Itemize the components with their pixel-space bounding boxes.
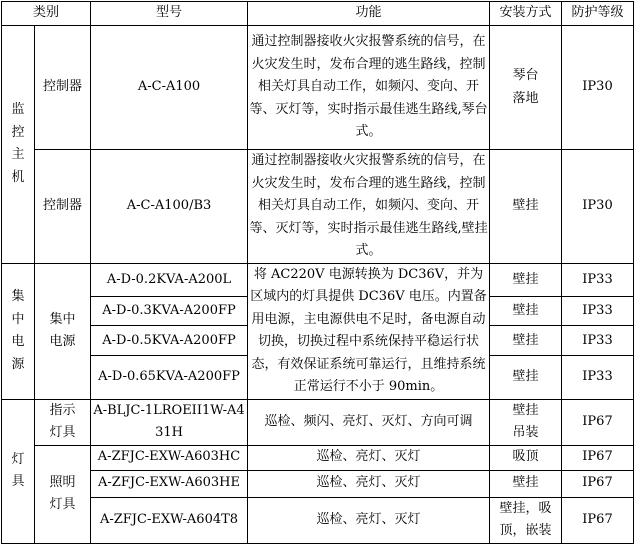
subcategory-lighting-lamps: 照明 灯具	[35, 445, 91, 543]
protection-cell: IP67	[562, 470, 634, 497]
table-row	[2, 497, 634, 543]
protection-cell: IP67	[562, 497, 634, 543]
protection-cell: IP33	[562, 263, 634, 297]
protection-cell: IP33	[562, 356, 634, 399]
function-cell: 巡检、亮灯、灭灯	[248, 470, 490, 497]
function-cell: 巡检、频闪、亮灯、灭灯、方向可调	[248, 399, 490, 445]
model-cell: A-D-0.2KVA-A200L	[91, 263, 248, 297]
protection-cell: IP67	[562, 445, 634, 470]
model-cell: A-ZFJC-EXW-A604T8	[91, 497, 248, 543]
mounting-cell: 壁挂	[490, 356, 562, 399]
header-model: 型号	[91, 2, 248, 26]
protection-cell: IP30	[562, 26, 634, 150]
model-cell: A-D-0.5KVA-A200FP	[91, 326, 248, 356]
category-lamps: 灯 具	[2, 399, 35, 543]
spec-table	[1, 1, 634, 544]
table-row	[2, 399, 634, 445]
header-row	[2, 2, 634, 26]
function-cell: 巡检、亮灯、灭灯	[248, 445, 490, 470]
protection-cell: IP33	[562, 326, 634, 356]
model-cell: A-D-0.65KVA-A200FP	[91, 356, 248, 399]
subcategory-controller: 控制器	[35, 150, 91, 264]
function-cell: 将 AC220V 电源转换为 DC36V，并为区域内的灯具提供 DC36V 电压。内置备用电源，主电源供电不足时，备电源自动切换，切换过程中系统保持平稳运行状态，有效保证系统可靠运行，且维持系统正常运行不小于 90min。	[248, 263, 490, 399]
subcategory-power-supply: 集中 电源	[35, 263, 91, 399]
mounting-cell: 壁挂 吊装	[490, 399, 562, 445]
table-row	[2, 470, 634, 497]
model-cell: A-D-0.3KVA-A200FP	[91, 297, 248, 326]
category-power-supply: 集 中 电 源	[2, 263, 35, 399]
mounting-cell: 壁挂，吸 顶，嵌装	[490, 497, 562, 543]
mounting-cell: 壁挂	[490, 326, 562, 356]
header-protection: 防护等级	[562, 2, 634, 26]
model-cell: A-ZFJC-EXW-A603HC	[91, 445, 248, 470]
mounting-cell: 壁挂	[490, 470, 562, 497]
model-cell: A-ZFJC-EXW-A603HE	[91, 470, 248, 497]
model-cell: A-C-A100/B3	[91, 150, 248, 264]
mounting-cell: 壁挂	[490, 150, 562, 264]
protection-cell: IP33	[562, 297, 634, 326]
model-cell: A-BLJC-1LROEII1W-A4 31H	[91, 399, 248, 445]
model-cell: A-C-A100	[91, 26, 248, 150]
mounting-cell: 琴台 落地	[490, 26, 562, 150]
header-category: 类别	[2, 2, 91, 26]
header-function: 功能	[248, 2, 490, 26]
table-row	[2, 150, 634, 264]
table-row	[2, 26, 634, 150]
mounting-cell: 壁挂	[490, 263, 562, 297]
mounting-cell: 吸顶	[490, 445, 562, 470]
function-cell: 巡检、亮灯、灭灯	[248, 497, 490, 543]
function-cell: 通过控制器接收火灾报警系统的信号，在火灾发生时，发布合理的逃生路线，控制相关灯具自动工作，如频闪、变向、开等、灭灯等，实时指示最佳逃生路线,壁挂式。	[248, 150, 490, 264]
table-row	[2, 445, 634, 470]
category-monitor-host: 监 控 主 机	[2, 26, 35, 264]
protection-cell: IP67	[562, 399, 634, 445]
mounting-cell: 壁挂	[490, 297, 562, 326]
subcategory-controller: 控制器	[35, 26, 91, 150]
protection-cell: IP30	[562, 150, 634, 264]
function-cell: 通过控制器接收火灾报警系统的信号，在火灾发生时，发布合理的逃生路线，控制相关灯具自动工作，如频闪、变向、开等、灭灯等，实时指示最佳逃生路线,琴台式。	[248, 26, 490, 150]
header-mounting: 安装方式	[490, 2, 562, 26]
table-row	[2, 263, 634, 297]
subcategory-indicator-lamps: 指示 灯具	[35, 399, 91, 445]
